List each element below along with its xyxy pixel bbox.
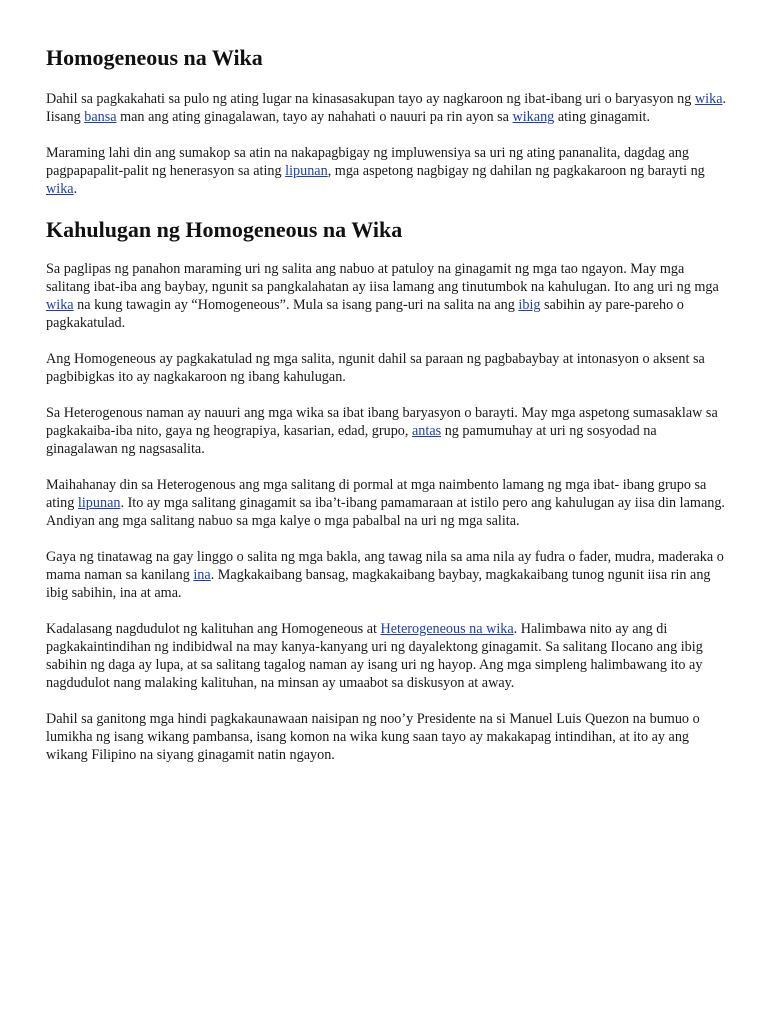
link-heterogeneous-na-wika[interactable]: Heterogeneous na wika — [380, 621, 514, 637]
paragraph-5 — [46, 404, 728, 458]
link-ina[interactable]: ina — [193, 567, 211, 583]
paragraph-text: , mga aspetong nagbigay ng dahilan ng pagkakaroon ng barayti ng — [327, 163, 705, 179]
paragraph-text: . Iisang — [46, 91, 727, 125]
link-wika[interactable]: wika — [694, 91, 723, 107]
paragraph-text: Sa paglipas ng panahon maraming uri ng salita ang nabuo at patuloy na ginagamit ng mga tao ngayon. May mga salitang ibat-iba ang baybay, ngunit sa pangkalahatan ay iisa lamang ang tinutumbok na kahulugan. Ito ang uri ng mga — [46, 261, 719, 295]
link-antas[interactable]: antas — [411, 423, 442, 439]
paragraph-text: Dahil sa pagkakahati sa pulo ng ating lugar na kinasasakupan tayo ay nagkaroon ng ibat-ibang uri o baryasyon ng — [46, 91, 695, 107]
paragraph-8 — [46, 620, 728, 692]
paragraph-6 — [46, 476, 728, 530]
paragraph-text: . Halimbawa nito ay ang di pagkakaintindihan ng indibidwal na may kanya-kanyang uri ng dayalektong ginagamit. Sa salitang Ilocano ang ibig sabihin ng daga ay lupa, at sa salitang tagalog naman ay isang uri ng hayop. Ang mga simpleng halimbawang ito ay nagdudulot nang malaking kalituhan, na minsan ay umaabot sa diskusyon at away. — [46, 621, 703, 691]
paragraph-3 — [46, 260, 728, 332]
link-lipunan[interactable]: lipunan — [285, 163, 328, 179]
link-wika[interactable]: wika — [46, 181, 74, 197]
paragraph-text: . Magkakaibang bansag, magkakaibang baybay, magkakaibang tunog ngunit iisa rin ang ibig sabihin, ina at ama. — [46, 567, 711, 601]
link-ibig[interactable]: ibig — [518, 297, 541, 313]
paragraph-text: Maraming lahi din ang sumakop sa atin na nakapagbigay ng impluwensiya sa uri ng ating pananalita, dagdag ang pagpapapalit-palit ng henerasyon sa ating — [46, 145, 689, 179]
paragraph-text: ating ginagamit. — [554, 109, 651, 125]
paragraph-text: Kadalasang nagdudulot ng kalituhan ang Homogeneous at — [46, 621, 381, 637]
paragraph-text: Sa Heterogenous naman ay nauuri ang mga wika sa ibat ibang baryasyon o barayti. May mga aspetong sumasaklaw sa pagkakaiba-iba nito, gaya ng heograpiya, kasarian, edad, grupo, — [46, 405, 718, 439]
link-wika[interactable]: wika — [46, 297, 74, 313]
link-bansa[interactable]: bansa — [84, 109, 117, 125]
paragraph-2 — [46, 144, 728, 198]
paragraph-text: ng pamumuhay at uri ng sosyodad na ginagalawan ng nagsasalita. — [46, 423, 657, 457]
paragraph-text: sabihin ay pare-pareho o pagkakatulad. — [46, 297, 684, 331]
page-title: Homogeneous na Wika — [46, 45, 263, 70]
paragraph-text: man ang ating ginagalawan, tayo ay nahahati o nauuri pa rin ayon sa — [116, 109, 513, 125]
paragraph-text: . — [73, 181, 78, 197]
paragraph-9: Dahil sa ganitong mga hindi pagkakaunawaan naisipan ng noo’y Presidente na si Manuel Luis Quezon na bumuo o lumikha ng isang wikang pambansa, isang komon na wika kung saan tayo ay makakapag intindihan, at ito ay ang wikang Filipino na siyang ginagamit natin ngayon. — [46, 711, 700, 763]
paragraph-text: Maihahanay din sa Heterogenous ang mga salitang di pormal at mga naimbento lamang ng mga ibat- ibang grupo sa ating — [46, 477, 707, 511]
link-lipunan[interactable]: lipunan — [77, 495, 121, 511]
paragraph-4: Ang Homogeneous ay pagkakatulad ng mga salita, ngunit dahil sa paraan ng pagbabaybay at intonasyon o aksent sa pagbibigkas ito ay nagkakaroon ng ibang kahulugan. — [46, 351, 705, 385]
paragraph-text: Gaya ng tinatawag na gay linggo o salita ng mga bakla, ang tawag nila sa ama nila ay fudra o fader, mudra, maderaka o mama naman sa kanilang — [46, 549, 724, 583]
link-wikang[interactable]: wikang — [512, 109, 555, 125]
paragraph-text: na kung tawagin ay “Homogeneous”. Mula sa isang pang-uri na salita na ang — [73, 297, 519, 313]
section-heading: Kahulugan ng Homogeneous na Wika — [46, 217, 403, 242]
paragraph-7 — [46, 548, 728, 602]
paragraph-1 — [46, 90, 728, 126]
paragraph-text: . Ito ay mga salitang ginagamit sa iba’t-ibang pamamaraan at istilo pero ang kahulugan ay iisa din lamang. Andiyan ang mga salitang nabuo sa mga kalye o mga pabalbal na uri ng mga salita. — [46, 495, 725, 529]
